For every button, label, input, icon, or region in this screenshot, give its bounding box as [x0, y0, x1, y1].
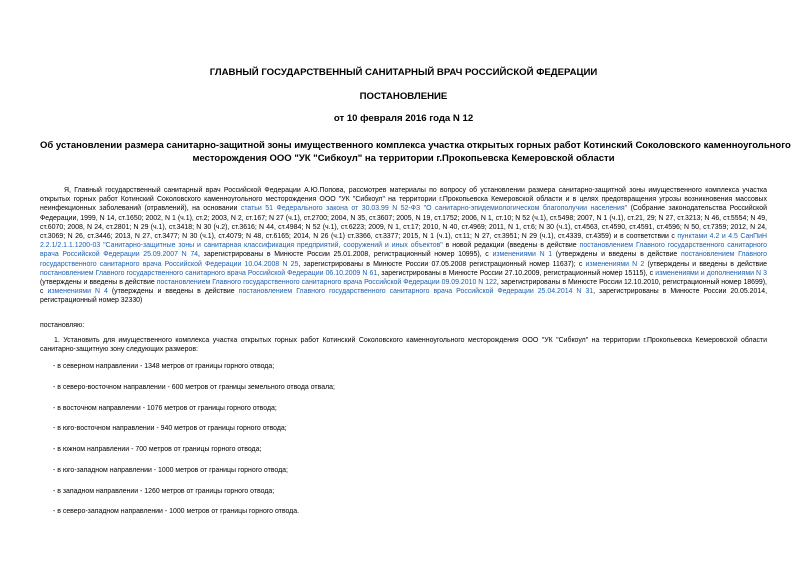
resolution-2009-n61-link[interactable]: постановлением Главного государственного санитарного врача Российской Федерации 06.10.2009 N 61	[40, 269, 378, 277]
preamble-text: (утверждены и введены в действие	[40, 279, 157, 287]
amendments-n2-link[interactable]: изменениями N 2	[585, 260, 645, 268]
list-item-north: - в северном направлении - 1348 метров от границы горного отвода;	[53, 363, 275, 370]
list-item-south: - в южном направлении - 700 метров от границы горного отвода;	[53, 446, 262, 453]
list-item-northwest: - в северо-западном направлении - 1000 метров от границы горного отвода.	[53, 508, 299, 516]
preamble-text: (утверждены и введены в действие	[552, 251, 681, 259]
preamble-paragraph	[40, 186, 767, 306]
resolution-2014-n31-link[interactable]: постановлением Главного государственного санитарного врача Российской Федерации 25.04.2014 N 31	[238, 288, 594, 296]
amendments-n3-link[interactable]: изменениями и дополнениями N 3	[655, 269, 768, 277]
preamble-text: (утверждены и введены в действие	[644, 260, 767, 268]
resolution-2010-n122-link[interactable]: постановлением Главного государственного санитарного врача Российской Федерации 09.09.2010 N 122	[156, 279, 497, 287]
document-type: ПОСТАНОВЛЕНИЕ	[359, 91, 448, 102]
amendments-n1-link[interactable]: изменениями N 1	[492, 251, 553, 259]
preamble-text: в новой редакции (введены в действие	[442, 242, 580, 250]
document-title-line-1: Об установлении размера санитарно-защитной зоны имущественного комплекса участка открытых горных работ Котинский Соколовского каменноугольного	[40, 140, 791, 151]
preamble-text: , зарегистрированы в Минюсте России 27.10.2009, регистрационный номер 15115), с	[377, 269, 656, 277]
preamble-text: (Собрание законодательства Российской Федерации, 1999, N 14, ст.1650; 2002, N 1 (ч.1), ст.2; 2003, N 2, ст.167; N 27 (ч.1), ст.2700; 2004, N 35, ст.3607; 2005, N 19, ст.1752; 2006, N 1, ст.10; N 52 (ч.1), ст.5498; 2007, N 1 (ч.1), ст.21, 29; N 27, ст.3213; N 46, ст.5554; N 49, ст.6070; 2008, N 24, ст.2801; N 29 (ч.1), ст.3418; N 30 (ч.2), ст.3616; N 44, ст.4984; N 52 (ч.1), ст.6223; 2009, N 1, ст.17; 2010, N 40, ст.4969; 2011, N 1, ст.6; N 30 (ч.1), ст.4563, ст.4590, ст.4591, ст.4596; N 50, ст.7359; 2012, N 24, ст.3069; N 26, ст.3446; 2013, N 27, ст.3477; N 30 (ч.1), ст.4079; N 48, ст.6165; 2014, N 26 (ч.1) ст.3366, ст.3377; 2015, N 1 (ч.1), ст.11; N 27, ст.3951; N 29 (ч.1), ст.4339, ст.4359) и в соответствии с	[40, 205, 767, 241]
preamble-text: , зарегистрированы в Минюсте России 07.05.2008 регистрационный номер 11637); с	[298, 260, 586, 268]
preamble-text: , зарегистрированы в Минюсте России 20.05.2014, регистрационный номер 32330)	[40, 288, 767, 305]
sanpin-clauses-link[interactable]: пунктами 4.2 и 4.5 СанПиН 2.2.1/2.1.1.1200-03 "Санитарно-защитные зоны и санитарная классификация предприятий, сооружений и иных объектов"	[40, 233, 768, 250]
list-item-southwest: - в юго-западном направлении - 1000 метров от границы горного отвода;	[53, 466, 288, 474]
clause-1: 1. Установить для имущественного комплекса участка открытых горных работ Котинский Соколовского каменноугольного месторождения ООО "УК "Сибкоул" на территории г.Прокопьевска Кемеровской области санитарно-защитную зону следующих размеров:	[40, 337, 767, 354]
issuing-authority: ГЛАВНЫЙ ГОСУДАРСТВЕННЫЙ САНИТАРНЫЙ ВРАЧ РОССИЙСКОЙ ФЕДЕРАЦИИ	[209, 67, 598, 78]
list-item-west: - в западном направлении - 1260 метров от границы горного отвода;	[53, 487, 275, 495]
document-title	[40, 139, 791, 165]
zone-size-list	[53, 362, 753, 528]
preamble-text: , зарегистрированы в Минюсте России 12.10.2010, регистрационный номер 18699), с	[40, 279, 767, 296]
list-item-northeast: - в северо-восточном направлении - 600 метров от границы земельного отвода отвала;	[53, 383, 335, 391]
document-title-line-2: месторождения ООО "УК "Сибкоул" на территории г.Прокопьевска Кемеровской области	[192, 153, 615, 164]
preamble-text: (утверждены и введены в действие	[107, 288, 239, 296]
resolves-heading: постановляю:	[40, 322, 85, 329]
preamble-text: , зарегистрированы в Минюсте России 25.01.2008, регистрационный номер 10995), с	[198, 251, 493, 259]
list-item-southeast: - в юго-восточном направлении - 940 метров от границы горного отвода;	[53, 425, 287, 433]
amendments-n4-link[interactable]: изменениями N 4	[47, 288, 108, 296]
document-date-number: от 10 февраля 2016 года N 12	[333, 113, 474, 124]
law-52fz-article-51-link[interactable]: статьи 51 Федерального закона от 30.03.99 N 52-ФЗ "О санитарно-эпидемиологическом благополучии населения"	[240, 205, 628, 213]
preamble-text: Я, Главный государственный санитарный врач Российской Федерации А.Ю.Попова, рассмотрев материалы по вопросу об установлении размера санитарно-защитной зоны имущественного комплекса участка открытых горных работ Котинский Соколовского каменноугольного месторождения ООО "УК "Сибкоул" на территории г.Прокопьевска Кемеровской области и в целях предотвращения угрозы возникновения массовых неинфекционных заболеваний (отравлений), на основании	[40, 187, 767, 213]
resolution-2007-n74-link[interactable]: постановлением Главного государственного санитарного врача Российской Федерации 25.09.2007 N 74	[40, 242, 767, 259]
list-item-east: - в восточном направлении - 1076 метров от границы горного отвода;	[53, 404, 277, 412]
resolution-2008-n25-link[interactable]: постановлением Главного государственного санитарного врача Российской Федерации 10.04.2008 N 25	[40, 251, 768, 268]
